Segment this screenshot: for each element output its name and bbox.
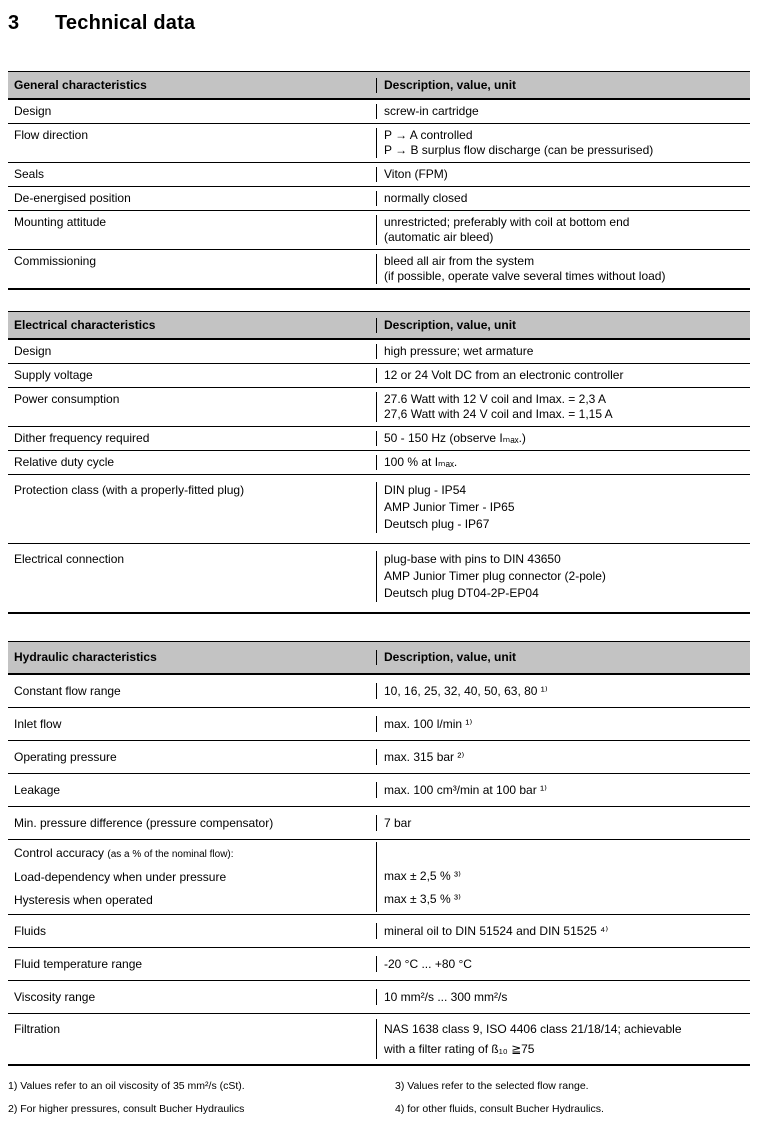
text-line: high pressure; wet armature xyxy=(384,344,534,358)
text-line: AMP Junior Timer plug connector (2-pole) xyxy=(384,569,606,583)
row-label-cell xyxy=(8,989,377,1005)
row-label-cell xyxy=(8,683,377,699)
text-line: max. 315 bar ²⁾ xyxy=(384,750,465,764)
table-body xyxy=(8,675,750,1064)
row-label-cell xyxy=(8,104,377,119)
row-label-cell xyxy=(8,128,377,158)
text-line: 100 % at Iₘₐₓ. xyxy=(384,455,458,469)
text-line: Leakage xyxy=(14,783,61,797)
text-line: NAS 1638 class 9, ISO 4406 class 21/18/14; achievable xyxy=(384,1022,682,1036)
text-line: Inlet flow xyxy=(14,717,62,731)
footnote-3: 3) Values refer to the selected flow range. xyxy=(395,1080,589,1092)
row-label-cell xyxy=(8,716,377,732)
row-label-cell xyxy=(8,344,377,359)
text-line: DIN plug - IP54 xyxy=(384,483,467,497)
text-line: Seals xyxy=(14,167,45,181)
text-line xyxy=(14,842,368,866)
row-label-cell xyxy=(8,815,377,831)
table-header-row xyxy=(8,311,750,340)
table-header-value-col: Description, value, unit xyxy=(384,318,517,332)
row-value-cell xyxy=(377,551,750,602)
table-row xyxy=(8,162,750,186)
table-row xyxy=(8,806,750,839)
text-line: Power consumption xyxy=(14,392,120,406)
row-value-cell xyxy=(377,749,750,765)
row-value-cell xyxy=(377,683,750,699)
text-line: Relative duty cycle xyxy=(14,455,115,469)
text-line: 7 bar xyxy=(384,816,412,830)
row-label-cell xyxy=(8,842,377,912)
text-line: Mounting attitude xyxy=(14,215,107,229)
text-line: Supply voltage xyxy=(14,368,93,382)
row-label-cell xyxy=(8,254,377,284)
table-header-row xyxy=(8,71,750,100)
row-label-cell xyxy=(8,551,377,602)
text-line: Flow direction xyxy=(14,128,89,142)
table-row xyxy=(8,543,750,612)
text-line: Dither frequency required xyxy=(14,431,150,445)
footnote-4: 4) for other fluids, consult Bucher Hydraulics. xyxy=(395,1103,604,1115)
row-label-cell xyxy=(8,215,377,245)
row-label-cell xyxy=(8,956,377,972)
text-segment-small: (as a % of the nominal flow): xyxy=(107,849,234,860)
text-line: Viscosity range xyxy=(14,990,96,1004)
row-value-cell xyxy=(377,104,750,119)
text-segment: Control accuracy xyxy=(14,846,108,860)
table-row xyxy=(8,186,750,210)
text-line: 10 mm²/s ... 300 mm²/s xyxy=(384,990,508,1004)
row-label-cell xyxy=(8,167,377,182)
row-value-cell xyxy=(377,128,750,158)
text-line: Deutsch plug DT04-2P-EP04 xyxy=(384,586,539,600)
footnotes-left-column xyxy=(8,1080,395,1126)
text-line: Fluids xyxy=(14,924,47,938)
table-row xyxy=(8,426,750,450)
text-line: max. 100 cm³/min at 100 bar ¹⁾ xyxy=(384,783,548,797)
text-line: AMP Junior Timer - IP65 xyxy=(384,500,515,514)
row-label-cell xyxy=(8,782,377,798)
text-line: De-energised position xyxy=(14,191,131,205)
table-row xyxy=(8,980,750,1013)
text-line: plug-base with pins to DIN 43650 xyxy=(384,552,561,566)
text-line: Viton (FPM) xyxy=(384,167,448,181)
table-row xyxy=(8,947,750,980)
row-label-cell xyxy=(8,431,377,446)
text-line: Operating pressure xyxy=(14,750,117,764)
page-title xyxy=(8,12,750,35)
row-value-cell xyxy=(377,842,750,912)
row-label-cell xyxy=(8,1019,377,1059)
table-body xyxy=(8,100,750,288)
row-value-cell xyxy=(377,782,750,798)
row-label-cell xyxy=(8,923,377,939)
row-value-cell xyxy=(377,989,750,1005)
text-line: Hysteresis when operated xyxy=(14,893,153,907)
row-value-cell xyxy=(377,254,750,284)
table-row xyxy=(8,474,750,543)
table-row xyxy=(8,340,750,363)
text-line: Deutsch plug - IP67 xyxy=(384,517,490,531)
row-value-cell xyxy=(377,344,750,359)
row-label-cell xyxy=(8,455,377,470)
table-header-value-col: Description, value, unit xyxy=(384,78,517,92)
footnotes xyxy=(8,1080,750,1126)
row-value-cell xyxy=(377,1019,750,1059)
table-row xyxy=(8,914,750,947)
table-header-value-col: Description, value, unit xyxy=(384,650,517,664)
text-line: 27,6 Watt with 24 V coil and Imax. = 1,15 A xyxy=(384,407,613,421)
text-line: max ± 3,5 % ³⁾ xyxy=(384,892,461,906)
text-line: unrestricted; preferably with coil at bottom end xyxy=(384,215,630,229)
footnote-1: 1) Values refer to an oil viscosity of 35 mm²/s (cSt). xyxy=(8,1080,245,1092)
text-line: normally closed xyxy=(384,191,468,205)
text-line: -20 °C ... +80 °C xyxy=(384,957,472,971)
table-row xyxy=(8,839,750,914)
table-row xyxy=(8,675,750,707)
table-row xyxy=(8,100,750,123)
table-header-label-col: Electrical characteristics xyxy=(8,318,377,333)
row-value-cell xyxy=(377,431,750,446)
row-label-cell xyxy=(8,368,377,383)
row-value-cell xyxy=(377,167,750,182)
row-value-cell xyxy=(377,455,750,470)
text-line: with a filter rating of ß₁₀ ≧75 xyxy=(384,1042,535,1056)
text-line: Design xyxy=(14,104,52,118)
row-value-cell xyxy=(377,815,750,831)
row-value-cell xyxy=(377,392,750,422)
row-value-cell xyxy=(377,191,750,206)
text-line: Commissioning xyxy=(14,254,97,268)
text-line: screw-in cartridge xyxy=(384,104,479,118)
text-line: (automatic air bleed) xyxy=(384,230,494,244)
text-line: P → B surplus flow discharge (can be pressurised) xyxy=(384,143,654,157)
text-line: Load-dependency when under pressure xyxy=(14,870,227,884)
text-line: Filtration xyxy=(14,1022,61,1036)
text-line: Electrical connection xyxy=(14,552,125,566)
row-value-cell xyxy=(377,368,750,383)
row-value-cell xyxy=(377,215,750,245)
table-row xyxy=(8,773,750,806)
text-line: max. 100 l/min ¹⁾ xyxy=(384,717,473,731)
text-line: (if possible, operate valve several times without load) xyxy=(384,269,666,283)
table-row xyxy=(8,363,750,387)
text-line: Constant flow range xyxy=(14,684,121,698)
row-label-cell xyxy=(8,749,377,765)
row-value-cell xyxy=(377,716,750,732)
table-electrical-characteristics xyxy=(8,311,750,614)
row-label-cell xyxy=(8,482,377,533)
row-value-cell xyxy=(377,956,750,972)
text-line: 27.6 Watt with 12 V coil and Imax. = 2,3 A xyxy=(384,392,607,406)
row-value-cell xyxy=(377,482,750,533)
table-row xyxy=(8,1013,750,1064)
text-line: 12 or 24 Volt DC from an electronic controller xyxy=(384,368,624,382)
table-row xyxy=(8,707,750,740)
row-value-cell xyxy=(377,923,750,939)
table-general-characteristics xyxy=(8,71,750,290)
text-line: mineral oil to DIN 51524 and DIN 51525 ⁴⁾ xyxy=(384,924,609,938)
table-row xyxy=(8,387,750,426)
row-label-cell xyxy=(8,392,377,422)
text-line: Fluid temperature range xyxy=(14,957,143,971)
section-title: Technical data xyxy=(55,12,196,34)
table-row xyxy=(8,249,750,288)
text-line: Min. pressure difference (pressure compensator) xyxy=(14,816,274,830)
text-line xyxy=(384,842,742,865)
text-line: P → A controlled xyxy=(384,128,473,142)
table-row xyxy=(8,740,750,773)
text-line: max ± 2,5 % ³⁾ xyxy=(384,869,461,883)
text-line: Design xyxy=(14,344,52,358)
table-row xyxy=(8,450,750,474)
text-line: Protection class (with a properly-fitted plug) xyxy=(14,483,245,497)
text-line: 50 - 150 Hz (observe Iₘₐₓ.) xyxy=(384,431,526,445)
footnote-2: 2) For higher pressures, consult Bucher Hydraulics xyxy=(8,1103,245,1115)
table-row xyxy=(8,123,750,162)
table-hydraulic-characteristics xyxy=(8,641,750,1066)
text-line: 10, 16, 25, 32, 40, 50, 63, 80 ¹⁾ xyxy=(384,684,548,698)
table-header-row xyxy=(8,641,750,675)
row-label-cell xyxy=(8,191,377,206)
table-header-label-col: Hydraulic characteristics xyxy=(8,650,377,665)
section-number: 3 xyxy=(8,12,20,34)
table-header-label-col: General characteristics xyxy=(8,78,377,93)
table-body xyxy=(8,340,750,612)
footnotes-right-column xyxy=(395,1080,750,1126)
table-row xyxy=(8,210,750,249)
text-line: bleed all air from the system xyxy=(384,254,535,268)
